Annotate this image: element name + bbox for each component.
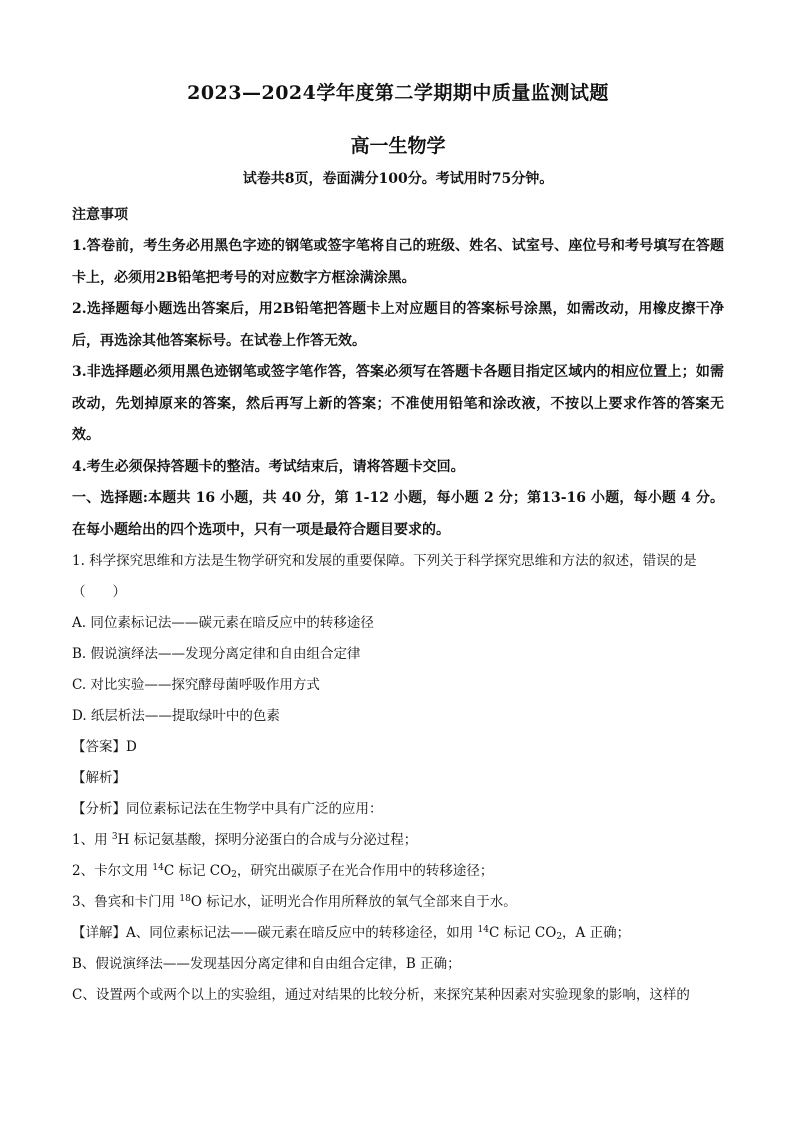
detail-line-3: C、设置两个或两个以上的实验组，通过对结果的比较分析，来探究某种因素对实验现象的影响，这样的 [72,987,690,1003]
question-stem: 1. 科学探究思维和方法是生物学研究和发展的重要保障。下列关于科学探究思维和方法的叙述，错误的是（ ） [72,553,697,600]
analysis-line-1: 1、用 $^3$H 标记氨基酸，探明分泌蛋白的合成与分泌过程； [72,832,418,848]
analysis-intro: 【分析】同位素标记法在生物学中具有广泛的应用： [72,801,383,817]
exam-subject: 高一生物学 [350,135,446,157]
note-item: 4.考生必须保持答题卡的整洁。考试结束后，请将答题卡交回。 [72,458,465,475]
option-c: C. 对比实验——探究酵母菌呼吸作用方式 [72,677,320,693]
notes-heading: 注意事项 [72,207,128,223]
answer-label: 【答案】D [72,739,137,755]
option-b: B. 假说演绎法——发现分离定律和自由组合定律 [72,646,361,662]
note-item: 3.非选择题必须用黑色迹钢笔或签字笔作答，答案必须写在答题卡各题目指定区域内的相应位置上；如需改动，先划掉原来的答案，然后再写上新的答案；不准使用铅笔和涂改液，不按以上要求作答的答案无效。 [72,364,724,443]
analysis-line-3: 3、鲁宾和卡门用 $^{18}$O 标记水，证明光合作用所释放的氧气全部来自于水。 [72,894,517,910]
exam-title: 2023—2024学年度第二学期期中质量监测试题 [187,82,609,104]
exam-info: 试卷共8页，卷面满分100分。考试用时75分钟。 [242,171,554,187]
option-d: D. 纸层析法——提取绿叶中的色素 [72,708,280,724]
detail-line-2: B、假说演绎法——发现基因分离定律和自由组合定律，B 正确； [72,956,461,972]
analysis-label: 【解析】 [72,770,126,786]
analysis-line-2: 2、卡尔文用 $^{14}$C 标记 $CO_2$，研究出碳原子在光合作用中的转移途径； [72,863,494,880]
option-a: A. 同位素标记法——碳元素在暗反应中的转移途径 [72,615,374,631]
exam-page [72,78,724,1011]
section-heading: 一、选择题:本题共 16 小题，共 40 分，第 1-12 小题，每小题 2 分；第13-16 小题，每小题 4 分。在每小题给出的四个选项中，只有一项是最符合题目要求的。 [72,490,724,538]
note-item: 2.选择题每小题选出答案后，用2B铅笔把答题卡上对应题目的答案标号涂黑，如需改动，用橡皮擦干净后，再选涂其他答案标号。在试卷上作答无效。 [72,301,724,349]
note-item: 1.答卷前，考生务必用黑色字迹的钢笔或签字笔将自己的班级、姓名、试室号、座位号和考号填写在答题卡上，必须用2B铅笔把考号的对应数字方框涂满涂黑。 [72,238,724,286]
detail-line-1: 【详解】A、同位素标记法——碳元素在暗反应中的转移途径，如用 $^{14}$C 标记 $CO_2$，A 正确； [72,925,631,942]
